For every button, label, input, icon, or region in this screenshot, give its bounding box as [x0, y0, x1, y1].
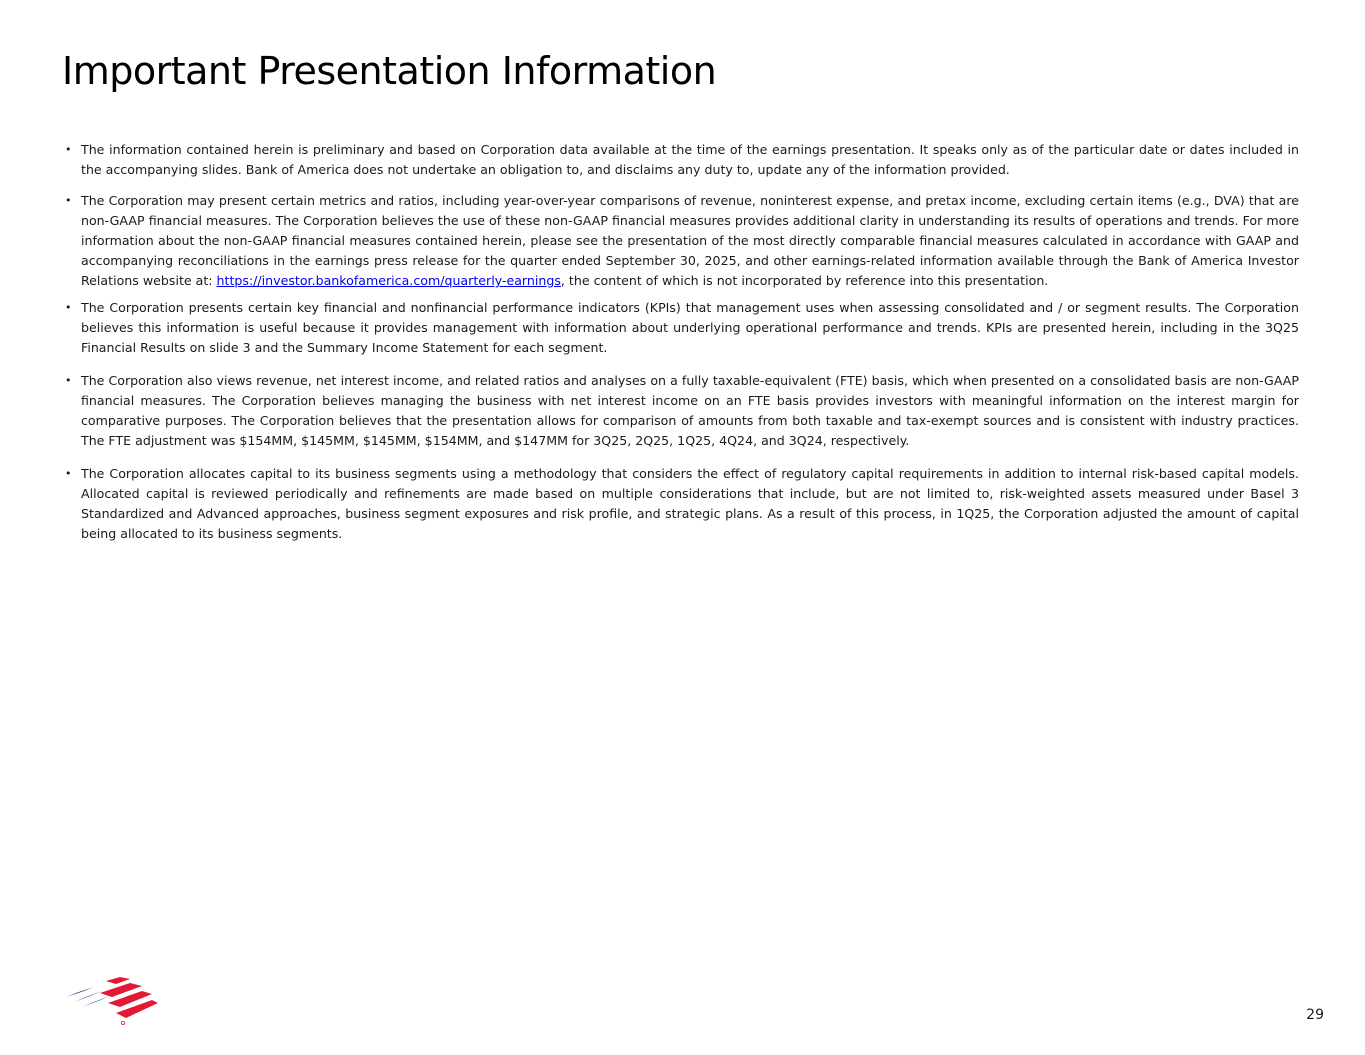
- disclosure-item-non-gaap: [62, 191, 1299, 291]
- disclosure-list: [62, 138, 1299, 544]
- page-number: 29: [1306, 1007, 1324, 1023]
- page-title: Important Presentation Information: [62, 49, 717, 93]
- logo-registered-mark: [121, 1021, 124, 1024]
- disclosure-text: The Corporation also views revenue, net interest income, and related ratios and analyses on a fully taxable-equivalent (FTE) basis, which when presented on a consolidated basis are non-GAAP financial measures. The Corporation believes managing the business with net interest income on an FTE basis provides investors with meaningful information on the interest margin for comparative purposes. The Corporation believes that the presentation allows for comparison of amounts from both taxable and tax-exempt sources and is consistent with industry practices. The FTE adjustment was $154MM, $145MM, $145MM, $154MM, and $147MM for 3Q25, 2Q25, 1Q25, 4Q24, and 3Q24, respectively.: [81, 373, 1299, 448]
- disclosure-text: The information contained herein is preliminary and based on Corporation data available at the time of the earnings presentation. It speaks only as of the particular date or dates included in the accompanying slides. Bank of America does not undertake an obligation to, and disclaims any duty to, update any of the information provided.: [81, 142, 1299, 177]
- disclosure-text: , the content of which is not incorporated by reference into this presentation.: [560, 273, 1049, 288]
- disclosure-text: The Corporation presents certain key financial and nonfinancial performance indicators (KPIs) that management uses when assessing consolidated and / or segment results. The Corporation believes this information is useful because it provides management with information about underlying operational performance and trends. KPIs are presented herein, including in the 3Q25 Financial Results on slide 3 and the Summary Income Statement for each segment.: [81, 300, 1299, 355]
- investor-relations-link[interactable]: https://investor.bankofamerica.com/quarterly-earnings: [216, 273, 561, 288]
- logo-red-stripe: [106, 977, 130, 984]
- disclosure-text: The Corporation allocates capital to its business segments using a methodology that considers the effect of regulatory capital requirements in addition to internal risk-based capital models. Allocated capital is reviewed periodically and refinements are made based on multiple considerations that include, but are not limited to, risk-weighted assets measured under Basel 3 Standardized and Advanced approaches, business segment exposures and risk profile, and strategic plans. As a result of this process, in 1Q25, the Corporation adjusted the amount of capital being allocated to its business segments.: [81, 466, 1299, 541]
- disclosure-item-preliminary: [62, 140, 1299, 180]
- logo-blue-stripe: [82, 996, 110, 1007]
- disclosure-item-capital: [62, 464, 1299, 544]
- disclosure-item-fte: [62, 371, 1299, 451]
- disclosure-item-kpis: [62, 298, 1299, 358]
- disclosure-text: The Corporation may present certain metrics and ratios, including year-over-year comparisons of revenue, noninterest expense, and pretax income, excluding certain items (e.g., DVA) that are non-GAAP financial measures. The Corporation believes the use of these non-GAAP financial measures provides additional clarity in understanding its results of operations and trends. For more information about the non-GAAP financial measures contained herein, please see the presentation of the most directly comparable financial measures calculated in accordance with GAAP and accompanying reconciliations in the earnings press release for the quarter ended September 30, 2025, and other earnings-related information available through the Bank of America Investor Relations website at:: [81, 193, 1299, 288]
- logo-blue-stripe: [66, 987, 94, 997]
- bank-of-america-flag-logo-icon: [64, 975, 160, 1027]
